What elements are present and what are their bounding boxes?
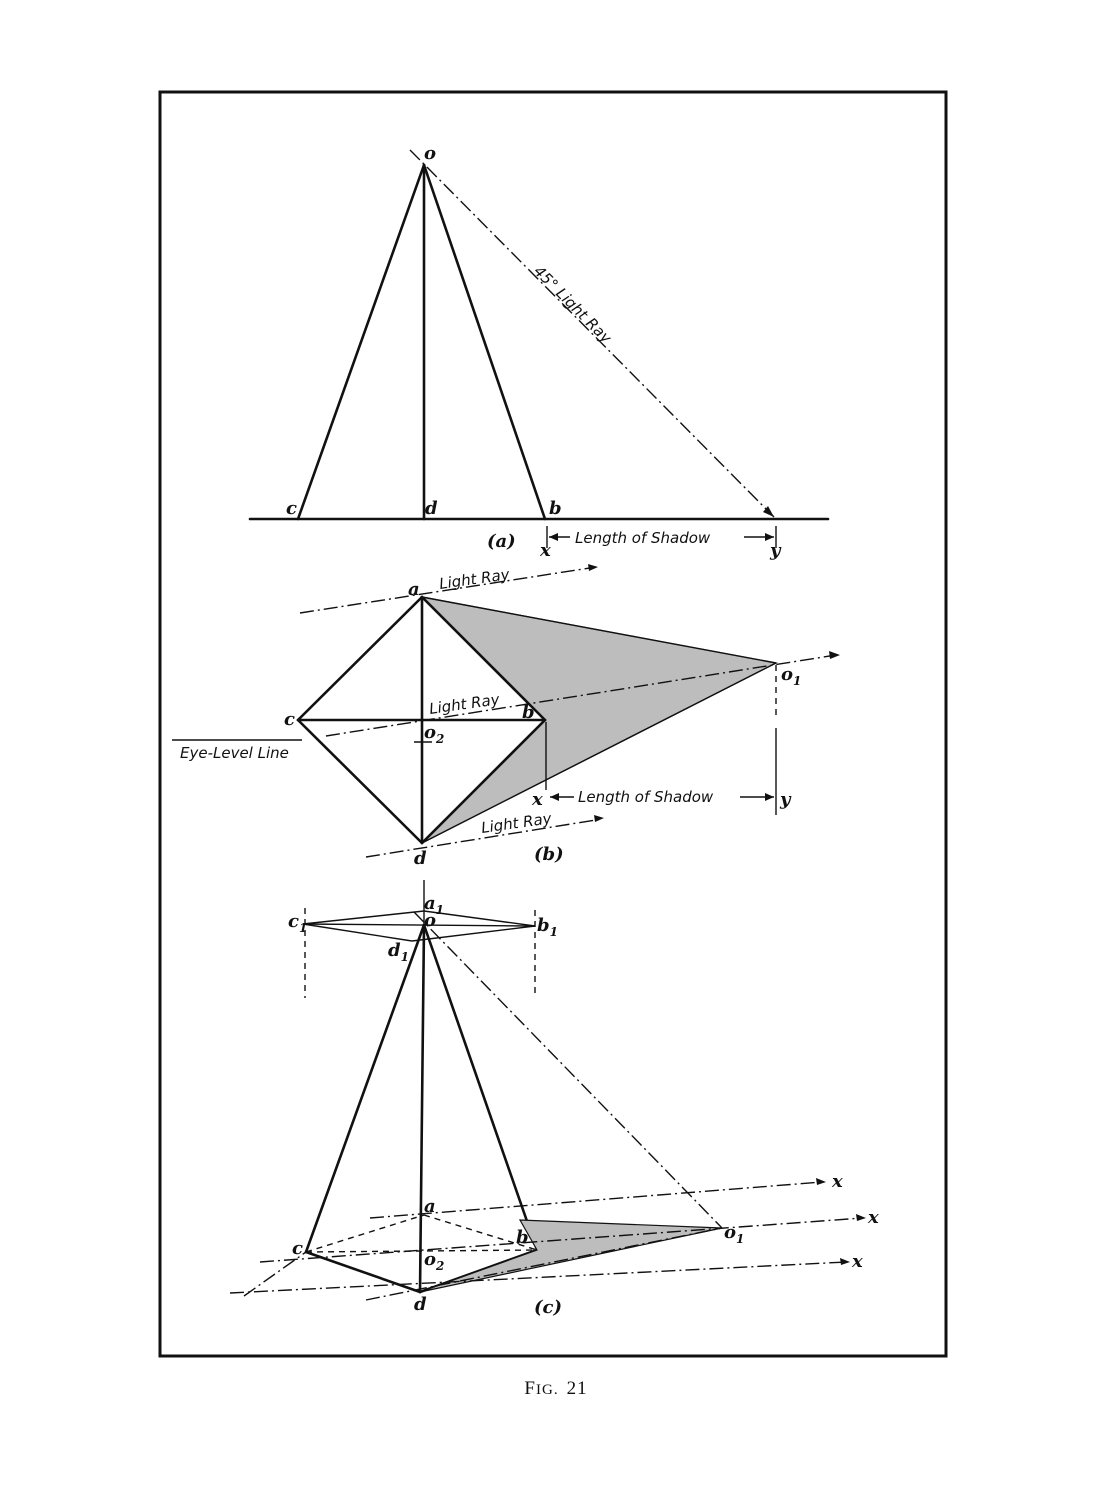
label-b: b [516, 1227, 529, 1248]
panel-b [172, 564, 840, 869]
shadow-length-note: Length of Shadow [578, 788, 714, 806]
label-x-mid: x [868, 1207, 879, 1228]
ray-arrowhead [763, 506, 774, 517]
dim-arrow-left-b [550, 793, 559, 801]
dim-arrow-right-b [765, 793, 774, 801]
light-ray-bottom-arrow [594, 815, 604, 822]
label-a: a [408, 579, 420, 600]
label-b: b [549, 498, 562, 519]
label-o1: $o_1$ [781, 664, 802, 688]
eye-level-note: Eye-Level Line [180, 744, 289, 762]
edge-oc [298, 165, 424, 519]
light-ray-top-arrow [588, 564, 598, 571]
label-b1: $b_1$ [537, 915, 558, 939]
label-o1: $o_1$ [724, 1222, 745, 1246]
panel-b-caption: (b) [534, 844, 564, 865]
label-o2: $o_2$ [424, 1249, 445, 1273]
edge-oc [306, 925, 424, 1252]
plan-c1-d1 [303, 924, 412, 941]
light-ray-mid-arrow [829, 651, 840, 659]
label-x: x [540, 540, 551, 561]
label-d1: $d_1$ [388, 940, 409, 964]
label-x-top: x [832, 1171, 843, 1192]
base-ca [306, 1215, 424, 1252]
panel-c-caption: (c) [534, 1297, 562, 1318]
label-c1: $c_1$ [288, 911, 308, 935]
panel-c [230, 880, 879, 1318]
label-o: o [424, 143, 437, 164]
light-ray-note: 45° Light Ray [530, 262, 616, 347]
label-c: c [292, 1238, 303, 1259]
panel-a-caption: (a) [487, 531, 516, 552]
label-b: b [522, 702, 535, 723]
plan-c1-a1 [303, 911, 424, 924]
label-x-bottom: x [852, 1251, 863, 1272]
edge-od [420, 925, 424, 1292]
label-d: d [414, 848, 427, 869]
edge-ob [424, 165, 545, 519]
label-y: y [770, 540, 781, 561]
ray-x-mid-arrow [856, 1214, 866, 1221]
edge-ob [424, 925, 537, 1250]
shadow-length-note: Length of Shadow [575, 529, 711, 547]
label-a1: $a_1$ [424, 893, 445, 917]
light-ray-apex [414, 912, 722, 1228]
light-ray-note-bottom: Light Ray [480, 809, 553, 837]
label-a: a [424, 1196, 436, 1217]
ray-x-bottom-arrow [840, 1258, 850, 1265]
figure-caption: FIG. 21 [524, 1378, 588, 1399]
label-o2: $o_2$ [424, 722, 445, 746]
label-d: d [425, 498, 438, 519]
ray-x-top-arrow [816, 1178, 826, 1185]
label-d: d [414, 1294, 427, 1315]
edge-cd [298, 720, 422, 843]
light-ray-note-top: Light Ray [438, 565, 511, 593]
light-ray-note-mid: Light Ray [428, 690, 501, 718]
plan-c1-b1 [303, 924, 535, 926]
label-c: c [286, 498, 297, 519]
label-c: c [284, 709, 295, 730]
edge-ac [298, 597, 422, 720]
label-y: y [780, 789, 791, 810]
ray-x-top [370, 1182, 822, 1218]
base-cb [306, 1250, 537, 1252]
label-x: x [532, 789, 543, 810]
panel-a [250, 143, 828, 561]
label-o: o [424, 910, 437, 931]
